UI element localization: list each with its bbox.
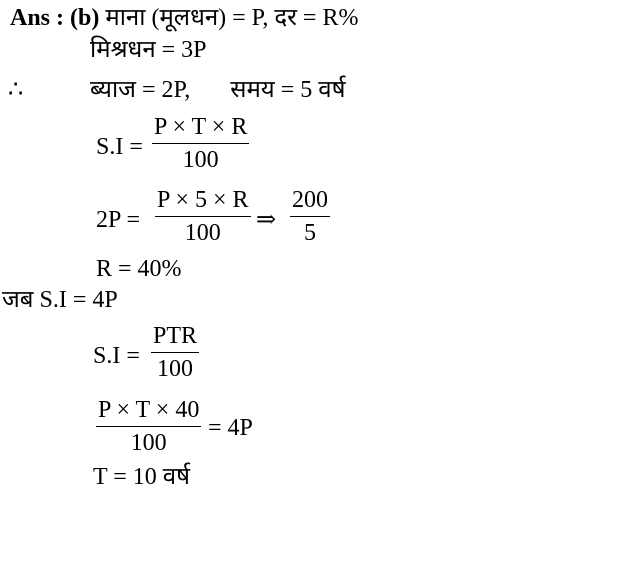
interest-text: ब्याज = 2P, bbox=[90, 77, 191, 103]
eq2-result-numerator: 200 bbox=[292, 187, 328, 213]
interest-line bbox=[90, 76, 345, 104]
eq4-denominator: 100 bbox=[157, 356, 193, 382]
eq2-numerator: P × 5 × R bbox=[157, 187, 249, 213]
eq1-numerator: P × T × R bbox=[154, 114, 248, 140]
eq2-fraction-result bbox=[290, 186, 330, 247]
amount-line: मिश्रधन = 3P bbox=[90, 37, 207, 63]
eq5-rhs: = 4P bbox=[208, 415, 253, 441]
eq5-denominator: 100 bbox=[130, 430, 167, 456]
eq2-result-denominator: 5 bbox=[304, 220, 316, 246]
answer-option: (b) bbox=[70, 5, 100, 31]
when-line: जब S.I = 4P bbox=[2, 287, 118, 313]
eq1-lhs: S.I = bbox=[96, 134, 143, 160]
assumption-text: माना (मूलधन) = P, दर = R% bbox=[105, 5, 359, 31]
eq2-denominator: 100 bbox=[184, 220, 221, 246]
answer-line bbox=[10, 4, 358, 32]
eq4-numerator: PTR bbox=[153, 323, 198, 349]
eq5-fraction bbox=[96, 396, 201, 457]
answer-label: Ans : bbox=[10, 5, 65, 31]
rate-result: R = 40% bbox=[96, 256, 182, 282]
time-result: T = 10 वर्ष bbox=[93, 464, 190, 490]
eq4-lhs: S.I = bbox=[93, 343, 140, 369]
eq2-lhs: 2P = bbox=[96, 207, 140, 233]
eq1-fraction bbox=[152, 113, 249, 174]
therefore-symbol: ∴ bbox=[8, 77, 24, 103]
time-text: समय = 5 वर्ष bbox=[230, 77, 346, 103]
eq2-fraction bbox=[155, 186, 251, 247]
implies-arrow: ⇒ bbox=[256, 207, 277, 233]
eq1-denominator: 100 bbox=[182, 147, 219, 173]
eq4-fraction bbox=[151, 322, 199, 383]
eq5-numerator: P × T × 40 bbox=[98, 397, 200, 423]
